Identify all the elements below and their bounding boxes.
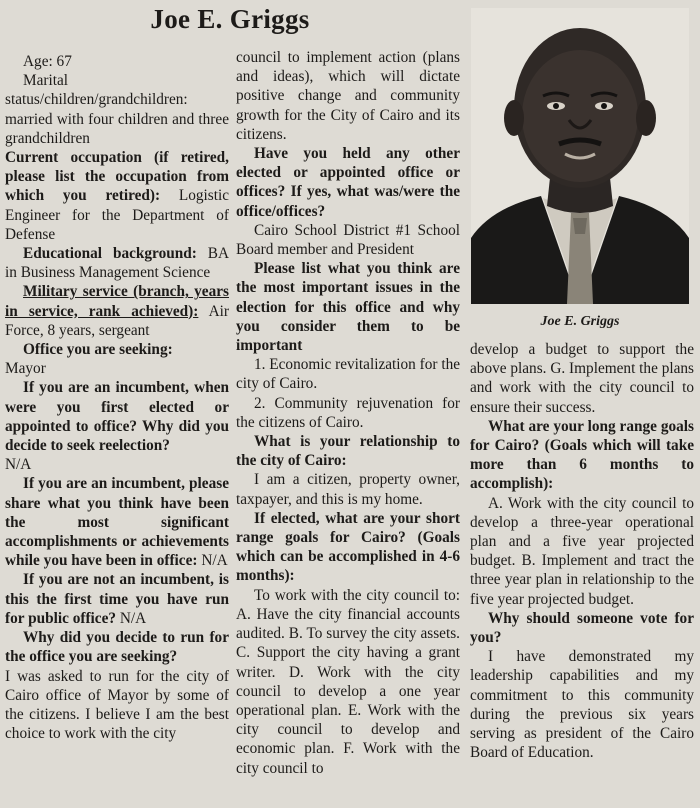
long-goals-answer: A. Work with the city council to develop a three-year operational plan and a five year projected budget. B. Implement and tract the three year plan in relationship to the five year projected budget. [470,494,694,608]
short-goals-answer-start: To work with the city council to: A. Have the city financial accounts audited. B. To survey the city assets. C. Support the city having a grant writer. D. Work with the city council to develop a one year operational plan. E. Work with the city council to develop and economic plan. F. Work with the city council to [236,586,460,777]
incumbent-question-1: If you are an incumbent, when were you first elected or appointed to office? Why did you decide to seek reelection? [5,379,229,455]
incumbent-answer-1: N/A [5,456,32,474]
relationship-question: What is your relationship to the city of Cairo: [236,433,460,470]
candidate-photo [471,8,689,304]
incumbent-question-2: If you are an incumbent, please share what you think have been the most significant accomplishments or achievements while you have been in office: [5,475,229,570]
why-run-answer-end: council to implement action (plans and ideas), which will dictate positive change and community growth for the City of Cairo and its citizens. [236,49,460,143]
issue-item-1: 1. Economic revitalization for the city of Cairo. [236,356,461,393]
occupation-entry [5,148,229,244]
other-office-question: Have you held any other elected or appointed office or offices? If yes, what was/were the office/offices? [236,145,460,220]
military-answer: Air Force, 8 years, sergeant [5,302,230,339]
short-goals-question: If elected, what are your short range goals for Cairo? (Goals which can be accomplished in 4-6 months): [236,509,460,585]
education-entry [5,244,229,282]
education-answer: BA in Business Management Science [5,245,229,282]
column-2 [236,48,460,778]
age-text: Age: 67 [23,53,72,70]
vote-question: Why should someone vote for you? [470,609,694,647]
photo-caption: Joe E. Griggs [540,314,620,329]
why-run-answer-start: I was asked to run for the city of Cairo office of Mayor by some of the citizens. I believe I am the best choice to work with the city [5,667,229,743]
first-time-answer: N/A [119,609,147,627]
relationship-answer: I am a citizen, property owner, taxpayer, and this is my home. [236,471,460,508]
office-question: Office you are seeking: [23,341,173,359]
candidate-headline: Joe E. Griggs [150,4,310,34]
column-1 [5,52,229,743]
marital-status-text: Marital status/children/grandchildren: married with four children and three grandchildren [5,72,229,147]
short-goals-answer-end: develop a budget to support the above plans. G. Implement the plans and work with the city council to ensure their success. [470,341,694,416]
why-run-question: Why did you decide to run for the office you are seeking? [5,629,229,666]
issues-question: Please list what you think are the most important issues in the election for this office and why you consider them to be important [236,260,460,355]
education-question: Educational background: [23,245,197,263]
column-3 [470,340,694,762]
first-time-question: If you are not an incumbent, is this the first time you have run for public office? [5,571,229,627]
vote-answer: I have demonstrated my leadership capabilities and my commitment to this community during the previous six years serving as president of the Cairo Board of Education. [470,648,694,762]
first-time-entry [5,570,229,628]
occupation-question: Current occupation (if retired, please list the occupation from which you retired): [5,149,229,205]
occupation-answer: Logistic Engineer for the Department of Defense [5,187,230,243]
long-goals-question: What are your long range goals for Cairo? (Goals which will take more than 6 months to accomplish): [470,417,694,493]
issue-item-2: 2. Community rejuvenation for the citizens of Cairo. [236,394,460,431]
incumbent-entry-2 [5,474,229,570]
office-answer: Mayor [5,360,46,378]
incumbent-answer-2: N/A [201,552,228,570]
portrait-image [471,8,689,304]
other-office-answer: Cairo School District #1 School Board member and President [236,221,460,259]
military-question: Military service (branch, years in service, rank achieved): [5,283,229,320]
military-entry [5,282,229,340]
